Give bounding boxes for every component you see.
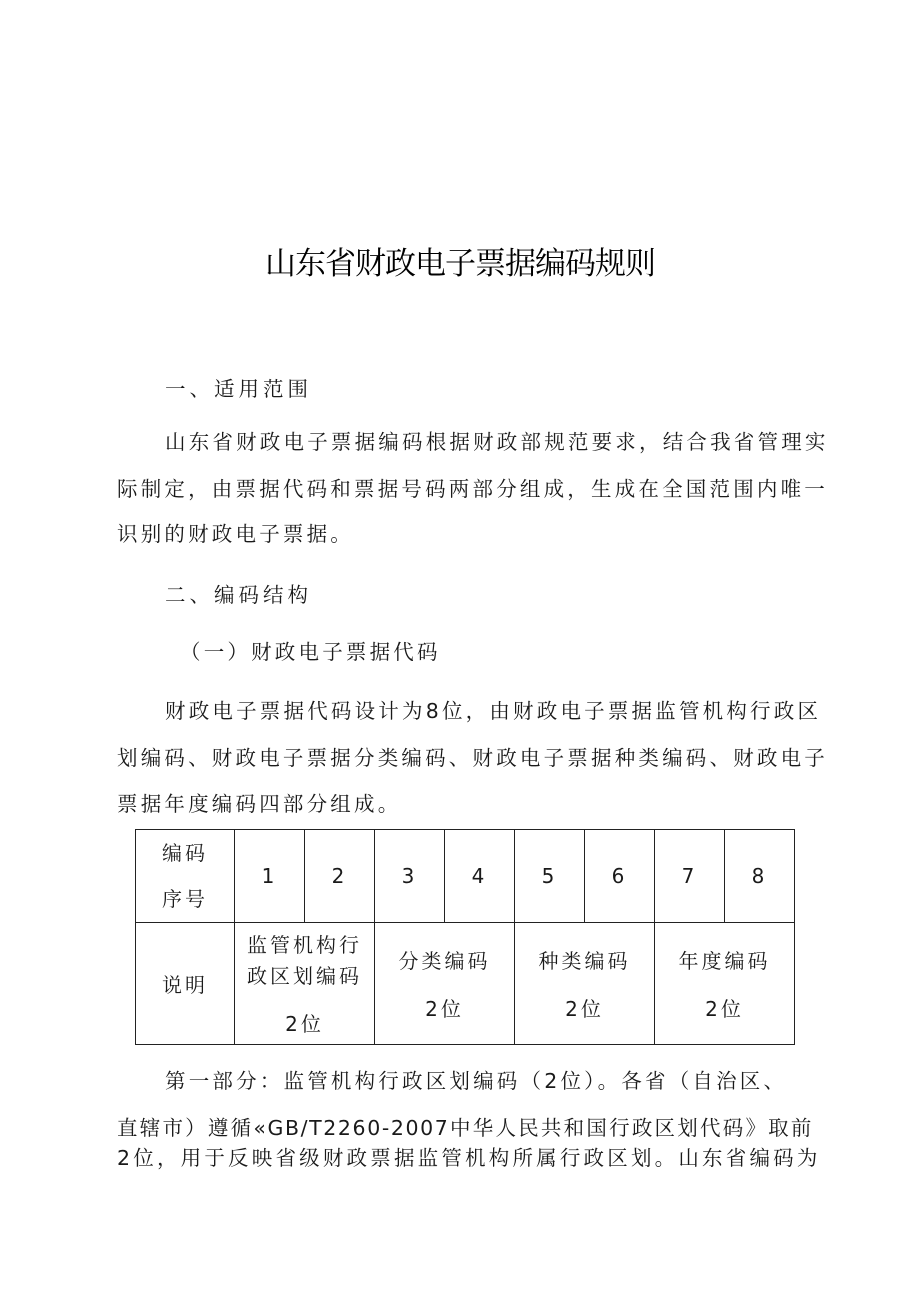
header-label-cell — [136, 830, 235, 923]
group-name-line2: 政区划编码 — [247, 964, 362, 988]
group-cell-year — [655, 923, 795, 1045]
header-label-line2: 序号 — [162, 887, 208, 911]
paragraph-line: 划编码、财政电子票据分类编码、财政电子票据种类编码、财政电子 — [117, 746, 828, 770]
subsection-heading-code: （一）财政电子票据代码 — [180, 640, 441, 664]
group-cell-category — [375, 923, 515, 1045]
group-name-line1: 分类编码 — [398, 948, 491, 973]
paragraph-line: 财政电子票据代码设计为8位，由财政电子票据监管机构行政区 — [165, 699, 822, 723]
table-description-row — [136, 923, 795, 1045]
group-name-line1: 种类编码 — [538, 948, 631, 973]
description-label-cell: 说明 — [136, 923, 235, 1045]
paragraph-line: 第一部分：监管机构行政区划编码（2位）。各省（自治区、 — [165, 1069, 788, 1093]
paragraph-line: 识别的财政电子票据。 — [117, 522, 354, 546]
group-bits: 2位 — [285, 1012, 324, 1036]
table-header-row — [136, 830, 795, 923]
position-cell: 6 — [585, 830, 655, 923]
group-name-line1: 年度编码 — [678, 948, 771, 973]
position-cell: 5 — [515, 830, 585, 923]
paragraph-line: 际制定，由票据代码和票据号码两部分组成，生成在全国范围内唯一 — [117, 477, 828, 501]
code-structure-table — [135, 829, 795, 1045]
position-cell: 4 — [445, 830, 515, 923]
position-cell: 1 — [235, 830, 305, 923]
group-bits: 2位 — [425, 996, 464, 1021]
section-heading-structure: 二、编码结构 — [165, 583, 312, 607]
position-cell: 7 — [655, 830, 725, 923]
group-name-line1: 监管机构行 — [247, 933, 362, 957]
header-label-line1: 编码 — [162, 841, 208, 865]
document-title: 山东省财政电子票据编码规则 — [265, 246, 655, 282]
section-heading-scope: 一、适用范围 — [165, 377, 312, 401]
group-cell-type — [515, 923, 655, 1045]
position-cell: 2 — [305, 830, 375, 923]
position-cell: 8 — [725, 830, 795, 923]
group-cell-region — [235, 923, 375, 1045]
position-cell: 3 — [375, 830, 445, 923]
paragraph-line: 2位，用于反映省级财政票据监管机构所属行政区划。山东省编码为 — [117, 1146, 821, 1170]
group-bits: 2位 — [705, 996, 744, 1021]
paragraph-line: 直辖市）遵循«GB/T2260-2007中华人民共和国行政区划代码》取前 — [117, 1116, 813, 1140]
paragraph-line: 票据年度编码四部分组成。 — [117, 792, 402, 816]
paragraph-line: 山东省财政电子票据编码根据财政部规范要求，结合我省管理实 — [165, 430, 829, 454]
group-bits: 2位 — [565, 996, 604, 1021]
